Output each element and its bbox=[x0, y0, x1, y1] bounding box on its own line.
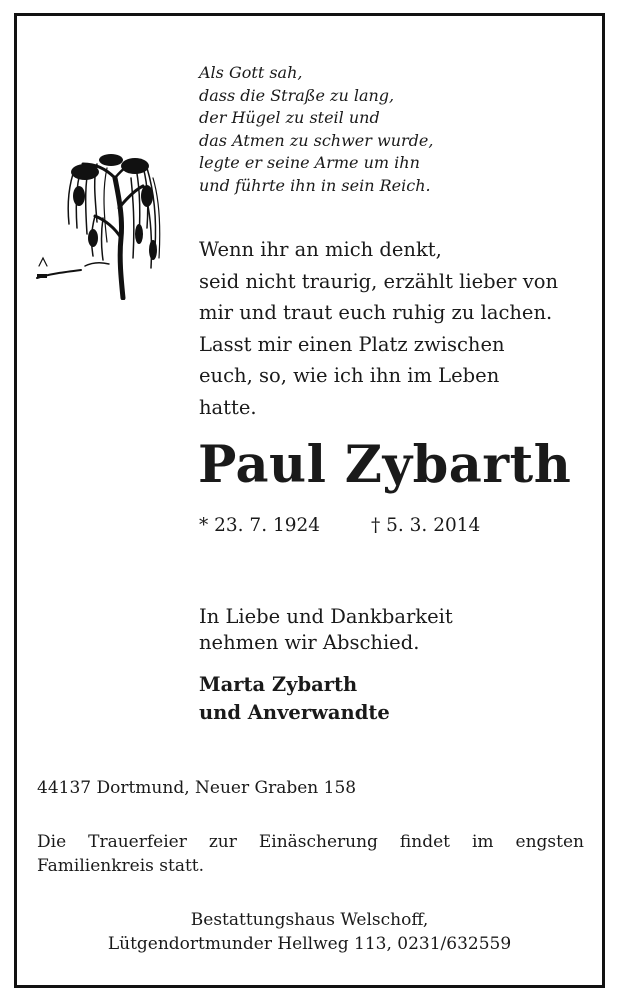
obituary-notice bbox=[14, 13, 605, 988]
mourner-line: Marta Zybarth bbox=[199, 673, 358, 696]
poem-line: legte er seine Arme um ihn bbox=[199, 153, 420, 172]
undertaker bbox=[17, 908, 602, 956]
poem-line: und führte ihn in sein Reich. bbox=[199, 175, 431, 195]
poem-line: der Hügel zu steil und bbox=[199, 108, 380, 127]
weeping-willow-icon bbox=[35, 138, 175, 300]
undertaker-address: Lütgendortmunder Hellweg 113, 0231/632559 bbox=[107, 934, 512, 954]
farewell-line: nehmen wir Abschied. bbox=[199, 631, 420, 654]
farewell-line: In Liebe und Dankbarkeit bbox=[199, 605, 453, 628]
birth-date: * 23. 7. 1924 bbox=[199, 515, 321, 536]
verse-line: Lasst mir einen Platz zwischen bbox=[199, 332, 505, 356]
life-dates bbox=[199, 513, 481, 539]
farewell-text bbox=[199, 604, 453, 656]
verse bbox=[199, 234, 594, 423]
family-address: 44137 Dortmund, Neuer Graben 158 bbox=[37, 778, 357, 798]
undertaker-name: Bestattungshaus Welschoff, bbox=[190, 910, 429, 930]
poem bbox=[199, 62, 559, 197]
verse-line: seid nicht traurig, erzählt lieber von bbox=[199, 269, 559, 293]
verse-line: mir und traut euch ruhig zu lachen. bbox=[199, 301, 553, 324]
mourner-line: und Anverwandte bbox=[199, 701, 390, 724]
death-date: † 5. 3. 2014 bbox=[371, 515, 481, 536]
poem-line: Als Gott sah, bbox=[199, 63, 303, 82]
verse-line: euch, so, wie ich ihn im Leben bbox=[199, 364, 500, 387]
verse-line: hatte. bbox=[199, 395, 257, 419]
poem-line: das Atmen zu schwer wurde, bbox=[199, 130, 434, 150]
verse-line: Wenn ihr an mich denkt, bbox=[199, 238, 442, 261]
mourners bbox=[199, 671, 390, 727]
deceased-name: Paul Zybarth bbox=[198, 435, 572, 495]
funeral-notice: Die Trauerfeier zur Einäscherung findet im engsten Familienkreis statt. bbox=[37, 832, 584, 876]
poem-line: dass die Straße zu lang, bbox=[199, 85, 395, 105]
